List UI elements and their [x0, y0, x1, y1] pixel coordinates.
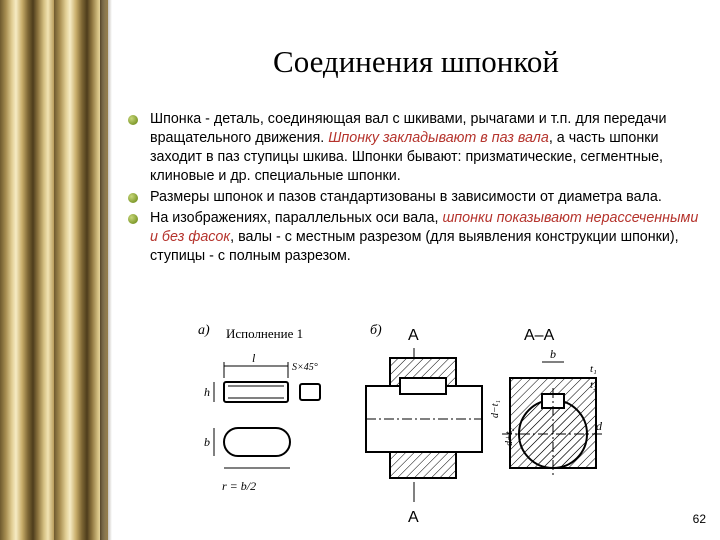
page-number: 62 [692, 512, 706, 526]
slide [112, 0, 720, 540]
bullet-item [122, 188, 702, 207]
dim-b-section: b [550, 347, 556, 361]
radius-label: r = b/2 [222, 479, 257, 493]
bullet-text: , а часть шпонки заходит в паз ступицы шкива. Шпонки бывают: призматические, сегментные, клиновые и др. специальные шпонки. [150, 130, 664, 184]
bullet-dot-icon [128, 193, 138, 203]
bullet-highlight: шпонки показывают нерассеченными и без фасок [150, 210, 699, 245]
chamfer-label: S×45° [292, 362, 318, 373]
dim-h: h [204, 385, 210, 399]
dim-b: b [204, 435, 210, 449]
label-a: а) [198, 323, 210, 338]
dim-t2: t₂ [590, 379, 597, 391]
label-b: б) [370, 323, 382, 338]
key-plan-view [214, 428, 290, 468]
shaft-with-hub [366, 348, 482, 502]
bullet-dot-icon [128, 115, 138, 125]
bullet-item [122, 110, 702, 186]
bullet-text: На изображениях, параллельных оси вала, [150, 210, 443, 226]
section-letter-bottom: A [408, 509, 419, 526]
decorative-border [0, 0, 108, 540]
bullet-text: , валы - с местным разрезом (для выявления конструкции шпонки), ступицы - с полным разрезом. [150, 229, 679, 264]
dim-d: d [596, 419, 602, 433]
dim-d-t2: d+t₂ [504, 427, 515, 446]
border-shadow [100, 0, 112, 540]
bullet-highlight: Шпонку закладывают в паз вала [328, 130, 549, 146]
slide-title: Соединения шпонкой [273, 44, 559, 79]
dim-d-t1: d−t₁ [490, 399, 501, 418]
dim-t1: t₁ [590, 363, 597, 375]
dim-l: l [252, 351, 256, 365]
section-title: A–A [524, 327, 555, 344]
bullet-text: Шпонка - деталь, соединяющая вал с шкивами, рычагами и т.п. для передачи вращательного движения. [150, 111, 667, 146]
bullet-text: Размеры шпонок и пазов стандартизованы в зависимости от диаметра вала. [150, 189, 662, 205]
key-joint-drawing [192, 318, 612, 528]
bullet-list [122, 110, 702, 268]
caption-execution: Исполнение 1 [226, 326, 304, 341]
section-a-a [502, 362, 604, 478]
bullet-dot-icon [128, 214, 138, 224]
section-letter-top: A [408, 327, 419, 344]
bullet-item [122, 209, 702, 266]
